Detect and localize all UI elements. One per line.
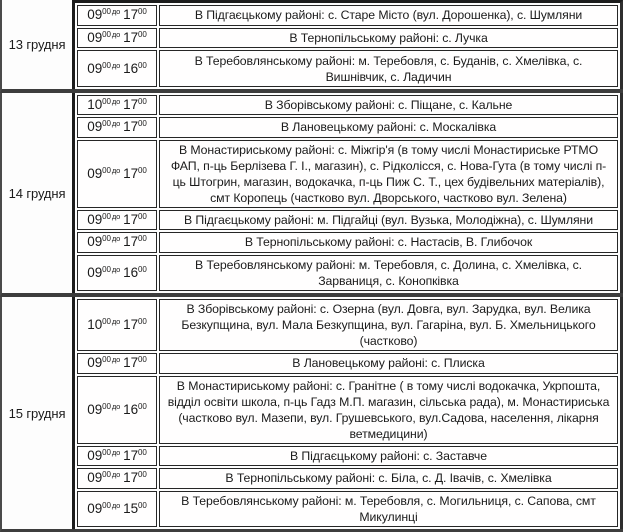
time-end-minutes: 00 (138, 30, 147, 39)
outage-location-cell: В Теребовлянському районі: м. Теребовля, с. Могильниця, с. Сапова, смт Микулинці (159, 491, 618, 527)
table-row (77, 446, 618, 466)
date-group-13 (0, 0, 623, 93)
time-end-hour: 17 (123, 234, 138, 250)
time-range (77, 210, 157, 230)
time-separator: до (111, 317, 121, 327)
time-end-minutes: 00 (138, 264, 147, 274)
time-start-minutes: 00 (102, 264, 111, 274)
time-end-minutes: 00 (138, 212, 147, 222)
time-start-hour: 10 (87, 97, 103, 113)
time-end-hour: 16 (123, 401, 138, 417)
outage-location-cell: В Тернопільському районі: с. Біла, с. Д. Івачів, с. Хмелівка (159, 468, 618, 488)
time-end-minutes: 00 (138, 317, 147, 327)
time-range (77, 376, 157, 444)
time-start-hour: 09 (87, 470, 103, 486)
table-row (77, 50, 618, 87)
outage-location-cell: В Підгаєцькому районі: с. Старе Місто (вул. Дорошенка), с. Шумляни (159, 5, 618, 26)
table-row (77, 299, 618, 351)
group-rows (72, 0, 623, 89)
time-end-hour: 17 (123, 448, 138, 464)
time-separator: до (111, 7, 121, 17)
time-end-minutes: 00 (138, 234, 147, 244)
table-row (77, 353, 618, 373)
table-row (77, 28, 618, 49)
time-separator: до (111, 401, 121, 411)
date-cell: 14 грудня (8, 185, 66, 201)
time-start-hour: 09 (87, 448, 103, 464)
time-separator: до (111, 165, 121, 175)
time-range (77, 468, 157, 488)
time-range (77, 28, 157, 49)
time-start-minutes: 00 (102, 7, 111, 17)
time-start-minutes: 00 (102, 448, 111, 458)
time-end-minutes: 00 (138, 500, 147, 510)
time-start-minutes: 00 (102, 317, 111, 327)
time-end-minutes: 00 (138, 165, 147, 175)
time-end-hour: 17 (123, 30, 138, 45)
time-end-hour: 17 (123, 317, 138, 333)
table-row (77, 5, 618, 26)
time-end-minutes: 00 (138, 97, 147, 107)
time-end-minutes: 00 (138, 7, 147, 17)
time-end-hour: 16 (123, 60, 138, 76)
time-start-minutes: 00 (102, 97, 111, 107)
time-start-minutes: 00 (102, 119, 111, 129)
time-separator: до (111, 212, 121, 222)
time-start-minutes: 00 (102, 30, 111, 39)
time-separator: до (111, 97, 121, 107)
time-start-hour: 09 (87, 355, 103, 371)
table-row (77, 232, 618, 252)
time-start-hour: 09 (87, 60, 103, 76)
time-separator: до (111, 60, 121, 70)
time-separator: до (111, 234, 121, 244)
group-rows (72, 93, 623, 293)
date-group-14 (0, 93, 623, 297)
table-row (77, 210, 618, 230)
outage-location-cell: В Підгаєцькому районі: с. Заставче (159, 446, 618, 466)
time-start-hour: 09 (87, 500, 103, 516)
outage-location-cell: В Лановецькому районі: с. Москалівка (159, 117, 618, 137)
time-range (77, 353, 157, 373)
time-separator: до (111, 470, 121, 480)
outage-location-cell: В Тернопільському районі: с. Лучка (159, 28, 618, 49)
outage-location-cell: В Монастириському районі: с. Міжгір'я (в тому числі Монастириське РТМО ФАП, п-ць Берлізева Г. І., магазин), с. Рідколісся, с. Нова-Гута (в тому числі п-ць Штогрин, магазин, водокачка, п-ць Пиж С. Т., цех будівельних матеріалів), смт Коропець (частково вул. Дворського, частково вул. Зелена) (159, 140, 618, 208)
table-row (77, 255, 618, 291)
time-end-hour: 17 (123, 212, 138, 228)
date-cell: 15 грудня (8, 405, 66, 421)
time-start-hour: 10 (87, 317, 103, 333)
time-range (77, 299, 157, 351)
time-end-minutes: 00 (138, 355, 147, 365)
time-end-minutes: 00 (138, 401, 147, 411)
time-separator: до (111, 355, 121, 365)
time-start-hour: 09 (87, 234, 103, 250)
time-range (77, 491, 157, 527)
time-separator: до (111, 448, 121, 458)
date-cell: 13 грудня (8, 37, 66, 52)
time-start-minutes: 00 (102, 355, 111, 365)
outage-location-cell: В Теребовлянському районі: м. Теребовля, с. Долина, с. Хмелівка, с. Зарваниця, с. Конопківка (159, 255, 618, 291)
time-range (77, 232, 157, 252)
time-start-hour: 09 (87, 7, 103, 23)
outage-location-cell: В Зборівському районі: с. Озерна (вул. Довга, вул. Зарудка, вул. Велика Безкупщина, вул. Мала Безкупщина, вул. Гагаріна, вул. Б. Хмельницького (частково) (159, 299, 618, 351)
time-range (77, 446, 157, 466)
group-rows (72, 297, 623, 529)
time-start-minutes: 00 (102, 212, 111, 222)
time-start-hour: 09 (87, 165, 103, 181)
time-start-hour: 09 (87, 401, 103, 417)
outage-location-cell: В Монастириському районі: с. Гранітне ( в тому числі водокачка, Укрпошта, відділ освіти школа, п-ць Гадз М.П. магазин, сільська рада), м. Монастириська (частково вул. Мазепи, вул. Грушевського, вул.Садова, населення, лікарня ветмедицини) (159, 376, 618, 444)
time-range (77, 255, 157, 291)
table-row (77, 468, 618, 488)
time-range (77, 5, 157, 26)
time-start-minutes: 00 (102, 401, 111, 411)
time-range (77, 140, 157, 208)
time-separator: до (111, 264, 121, 274)
time-end-minutes: 00 (138, 470, 147, 480)
time-end-hour: 17 (123, 470, 138, 486)
time-start-minutes: 00 (102, 500, 111, 510)
time-start-hour: 09 (87, 119, 103, 135)
time-separator: до (111, 500, 121, 510)
time-start-hour: 09 (87, 30, 103, 45)
time-range (77, 50, 157, 87)
time-end-minutes: 00 (138, 60, 147, 70)
outage-location-cell: В Тернопільському районі: с. Настасів, В. Глибочок (159, 232, 618, 252)
time-start-hour: 09 (87, 264, 103, 280)
time-separator: до (111, 119, 121, 129)
time-range (77, 117, 157, 137)
time-end-hour: 15 (123, 500, 138, 516)
time-end-hour: 17 (123, 7, 138, 23)
table-row (77, 117, 618, 137)
time-start-minutes: 00 (102, 470, 111, 480)
time-start-hour: 09 (87, 212, 103, 228)
table-row (77, 376, 618, 444)
time-start-minutes: 00 (102, 234, 111, 244)
time-end-minutes: 00 (138, 119, 147, 129)
date-group-15 (0, 297, 623, 532)
time-end-hour: 16 (123, 264, 138, 280)
time-end-hour: 17 (123, 165, 138, 181)
time-start-minutes: 00 (102, 60, 111, 70)
time-end-hour: 17 (123, 119, 138, 135)
time-end-hour: 17 (123, 355, 138, 371)
time-end-hour: 17 (123, 97, 138, 113)
table-row (77, 95, 618, 115)
outage-location-cell: В Лановецькому районі: с. Плиска (159, 353, 618, 373)
table-row (77, 491, 618, 527)
outage-location-cell: В Підгаєцькому районі: м. Підгайці (вул. Вузька, Молодіжна), с. Шумляни (159, 210, 618, 230)
time-separator: до (111, 30, 121, 39)
time-range (77, 95, 157, 115)
table-row (77, 140, 618, 208)
time-end-minutes: 00 (138, 448, 147, 458)
outage-location-cell: В Теребовлянському районі: м. Теребовля, с. Буданів, с. Хмелівка, с. Вишнівчик, с. Ладичин (159, 50, 618, 87)
outage-location-cell: В Зборівському районі: с. Піщане, с. Кальне (159, 95, 618, 115)
time-start-minutes: 00 (102, 165, 111, 175)
